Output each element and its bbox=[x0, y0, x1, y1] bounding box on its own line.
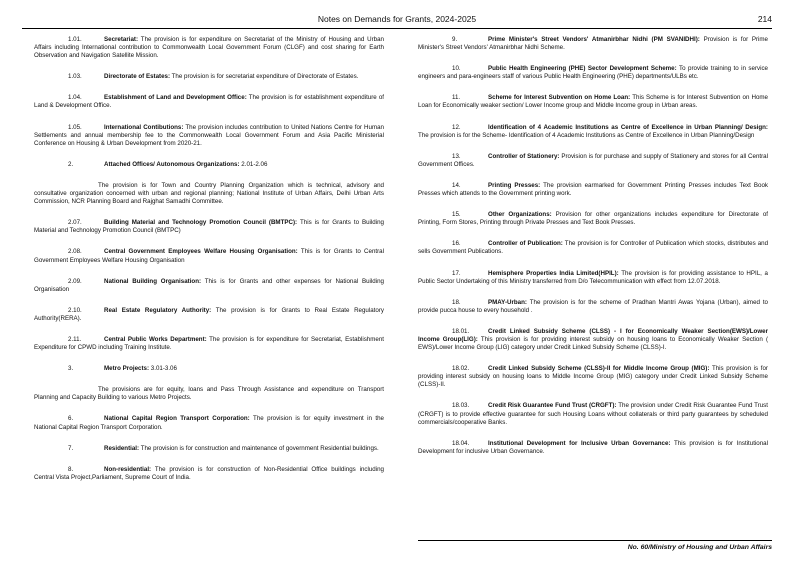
note-paragraph bbox=[418, 124, 768, 140]
paragraph-number: 2.11. bbox=[68, 335, 82, 343]
note-paragraph bbox=[418, 65, 768, 81]
note-paragraph bbox=[34, 415, 384, 431]
paragraph-number: 18. bbox=[452, 298, 461, 306]
paragraph-number: 6. bbox=[68, 415, 74, 423]
note-paragraph bbox=[418, 211, 768, 227]
paragraph-number: 7. bbox=[68, 444, 74, 452]
paragraph-body: The provision is for Controller of Publication which stocks, distributes and sells Government Publications. bbox=[418, 240, 769, 256]
paragraph-heading: Hemisphere Properties India Limited(HPIL): bbox=[488, 269, 619, 277]
footer-divider bbox=[418, 540, 772, 541]
paragraph-body: This Scheme is for Interest Subvention on Home Loan for Economically weaker section/ Lower Income group and Middle Income group in Urban areas. bbox=[418, 94, 768, 110]
paragraph-body: The provision is for establishment expenditure of Land & Development Office. bbox=[34, 94, 384, 110]
paragraph-heading: Scheme for Interest Subvention on Home Loan: bbox=[488, 94, 631, 102]
right-column bbox=[418, 36, 768, 469]
paragraph-number: 2.10. bbox=[68, 306, 82, 314]
note-paragraph bbox=[34, 124, 384, 148]
note-paragraph bbox=[418, 402, 768, 426]
paragraph-heading: National Capital Region Transport Corporation: bbox=[104, 415, 250, 423]
note-paragraph bbox=[34, 336, 384, 352]
paragraph-heading: Secretariat: bbox=[104, 36, 139, 43]
left-column bbox=[34, 36, 384, 495]
paragraph-number: 18.03. bbox=[452, 402, 470, 410]
note-paragraph bbox=[34, 182, 384, 206]
paragraph-body: The provisions are for equity, loans and Pass Through Assistance and expenditure on Transport Planning and Capacity Building to various Metro Projects. bbox=[34, 386, 384, 402]
page-header bbox=[22, 14, 772, 27]
paragraph-number: 3. bbox=[68, 365, 74, 373]
paragraph-number: 14. bbox=[452, 181, 461, 189]
note-paragraph bbox=[418, 240, 768, 256]
paragraph-number: 12. bbox=[452, 123, 461, 131]
paragraph-number: 2.08. bbox=[68, 248, 82, 256]
note-paragraph bbox=[418, 270, 768, 286]
paragraph-body: This provision is for Institutional Development for inclusive Urban Governance. bbox=[418, 439, 768, 455]
paragraph-heading: National Building Organisation: bbox=[104, 277, 202, 285]
paragraph-heading: Credit Linked Subsidy Scheme (CLSS) - I for Economically Weaker Section(EWS)/Lower Income Group(LIG): bbox=[418, 327, 768, 343]
paragraph-heading: Identification of 4 Academic Institutions as Centre of Excellence in Urban Planning/ Design: bbox=[488, 123, 768, 131]
paragraph-number: 16. bbox=[452, 240, 461, 248]
note-paragraph bbox=[418, 182, 768, 198]
paragraph-number: 2. bbox=[68, 160, 74, 168]
paragraph-body: The provision under Credit Risk Guarantee Fund Trust (CRGFT) is to provide effective guarantee for such Housing Loans without collaterals or third party guarantees by scheduled commercials/cooperative Banks. bbox=[418, 402, 768, 426]
note-paragraph bbox=[34, 36, 384, 60]
paragraph-heading: Prime Minister's Street Vendors' Atmanirbhar Nidhi (PM SVANIDHI): bbox=[488, 36, 700, 43]
paragraph-number: 15. bbox=[452, 211, 461, 219]
paragraph-heading: Residential: bbox=[104, 444, 140, 452]
paragraph-heading: Controller of Stationery: bbox=[488, 152, 560, 160]
note-paragraph bbox=[418, 440, 768, 456]
paragraph-body: The provision is for Town and Country Planning Organization which is technical, advisory and consultative organization concerned with urban and regional planning; National Institute of Urban Affairs, Delhi Urban Arts Commission, NCR Planning Board and Rajghat Samadhi Committee. bbox=[34, 181, 384, 206]
paragraph-body: The provision is for construction of Non-Residential Office buildings including Central Vista Project,Parliament, Supreme Court of India. bbox=[34, 465, 384, 481]
paragraph-body: The provision is for expenditure for Secretariat, Establishment Expenditure for CPWD including Training Institute. bbox=[34, 335, 385, 352]
paragraph-heading: Credit Risk Guarantee Fund Trust (CRGFT): bbox=[488, 402, 617, 410]
paragraph-heading: Attached Offices/ Autonomous Organizations: bbox=[104, 160, 240, 168]
paragraph-heading: Central Public Works Department: bbox=[104, 335, 207, 343]
paragraph-number: 9. bbox=[452, 36, 458, 43]
paragraph-body: The provision includes contribution to United Nations Centre for Human Settlements and annual membership fee to the Commonwealth Local Government Forum and Asia Pacific Ministerial Conference on Housing & Urban Development from 2020-21. bbox=[34, 123, 384, 147]
paragraph-number: 1.03. bbox=[68, 73, 82, 81]
paragraph-body: The provision is for Grants to Real Estate Regulatory Authority(RERA). bbox=[34, 306, 384, 322]
paragraph-heading: Establishment of Land and Development Office: bbox=[104, 94, 247, 102]
paragraph-body: The provision is for expenditure on Secretariat of the Ministry of Housing and Urban Affairs including International contribution to Commonwealth Local Government Forum (CLGF) and cost sharing for Earth Observation and Navigation Satellite Mission. bbox=[34, 36, 385, 60]
paragraph-number: 11. bbox=[452, 94, 461, 102]
note-paragraph bbox=[34, 278, 384, 294]
paragraph-body: Provision is for Prime Minister's Street Vendors' Atmanirbhar Nidhi Scheme. bbox=[418, 36, 768, 52]
paragraph-body: To provide training to in service engineers and para-engineers staff of various Public Health Engineering (PHE) departments/ULBs etc. bbox=[418, 65, 769, 81]
note-paragraph bbox=[34, 219, 384, 235]
note-paragraph bbox=[418, 153, 768, 169]
note-paragraph bbox=[34, 365, 384, 373]
paragraph-heading: Public Health Engineering (PHE) Sector Development Scheme: bbox=[488, 65, 677, 73]
paragraph-heading: Non-residential: bbox=[104, 465, 152, 473]
paragraph-body: Provision for other organizations includes expenditure for Directorate of Printing, Form Stores, Printing through Private Presses and Text Book Presses. bbox=[418, 211, 768, 227]
paragraph-heading: Real Estate Regulatory Authority: bbox=[104, 306, 212, 314]
paragraph-number: 2.07. bbox=[68, 219, 82, 227]
paragraph-number: 10. bbox=[452, 65, 461, 73]
paragraph-number: 1.05. bbox=[68, 123, 82, 131]
paragraph-body: This is for Grants to Building Material and Technology Promotion Council (BMTPC) bbox=[34, 219, 385, 235]
paragraph-heading: International Contibutions: bbox=[104, 123, 184, 131]
paragraph-body: Provision is for purchase and supply of Stationery and stores for all Central Government Offices. bbox=[418, 152, 768, 168]
note-paragraph bbox=[418, 299, 768, 315]
paragraph-heading: Directorate of Estates: bbox=[104, 73, 171, 81]
paragraph-heading: Central Government Employees Welfare Housing Organisation: bbox=[104, 248, 298, 256]
note-paragraph bbox=[418, 328, 768, 352]
paragraph-heading: Metro Projects: bbox=[104, 365, 150, 373]
paragraph-body: The provision is for secretariat expenditure of Directorate of Estates. bbox=[171, 73, 359, 81]
paragraph-body: The provision is for providing assistance to HPIL, a Public Sector Undertaking of this Ministry transferred from D/o Telecommunication with effect from 12.07.2018. bbox=[418, 269, 768, 285]
note-paragraph bbox=[418, 36, 768, 52]
paragraph-heading: Controller of Publication: bbox=[488, 240, 563, 248]
note-paragraph bbox=[418, 365, 768, 389]
paragraph-number: 1.01. bbox=[68, 36, 82, 43]
note-paragraph bbox=[34, 466, 384, 482]
paragraph-number: 8. bbox=[68, 465, 74, 473]
paragraph-number: 18.04. bbox=[452, 439, 470, 447]
note-paragraph bbox=[418, 94, 768, 110]
paragraph-heading: Printing Presses: bbox=[488, 181, 541, 189]
note-paragraph bbox=[34, 73, 384, 81]
paragraph-number: 2.09. bbox=[68, 277, 82, 285]
document-title: Notes on Demands for Grants, 2024-2025 bbox=[317, 14, 477, 24]
page-footer: No. 60/Ministry of Housing and Urban Affairs bbox=[627, 544, 772, 551]
note-paragraph bbox=[34, 161, 384, 169]
paragraph-heading: Building Material and Technology Promotion Council (BMTPC): bbox=[104, 219, 298, 227]
paragraph-body: The provision is for the Scheme- Identification of 4 Academic Institutions as Centre of Excellence in Urban Planning/Design bbox=[418, 131, 755, 139]
paragraph-number: 17. bbox=[452, 269, 461, 277]
paragraph-body: The provision is for equity investment in the National Capital Region Transport Corporation. bbox=[34, 415, 384, 431]
paragraph-body: 2.01-2.06 bbox=[241, 160, 268, 168]
paragraph-heading: PMAY-Urban: bbox=[488, 298, 527, 306]
paragraph-heading: Other Organizations: bbox=[488, 211, 552, 219]
paragraph-body: The provision is for the scheme of Pradhan Mantri Awas Yojana (Urban), aimed to provide pucca house to every household . bbox=[418, 298, 768, 314]
paragraph-number: 13. bbox=[452, 152, 461, 160]
header-divider bbox=[22, 28, 772, 29]
paragraph-body: This is for Grants to Central Government Employees Welfare Housing Organisation bbox=[34, 248, 384, 264]
paragraph-body: This provision is for providing interest subsidy on housing loans to Middle Income Group (MIG) category under Credit Linked Subsidy Scheme (CLSS)-II. bbox=[418, 365, 768, 389]
paragraph-number: 1.04. bbox=[68, 94, 82, 102]
page-number: 214 bbox=[757, 14, 772, 24]
note-paragraph bbox=[34, 386, 384, 402]
paragraph-body: This provision is for providing interest subsidy on housing loans to Economically Weaker Section ( EWS)/Lower Income Group (LIG) category under Credit Linked Subsidy Scheme (CLSS)-I. bbox=[418, 335, 768, 352]
paragraph-heading: Institutional Development for Inclusive Urban Governance: bbox=[488, 439, 671, 447]
note-paragraph bbox=[34, 94, 384, 110]
paragraph-heading: Credit Linked Subsidy Scheme (CLSS)-II for Middle Income Group (MIG): bbox=[488, 365, 710, 373]
note-paragraph bbox=[34, 445, 384, 453]
note-paragraph bbox=[34, 307, 384, 323]
paragraph-body: 3.01-3.06 bbox=[150, 365, 177, 373]
paragraph-body: The provision is for construction and maintenance of government Residential buildings. bbox=[140, 444, 379, 452]
note-paragraph bbox=[34, 248, 384, 264]
paragraph-body: This is for Grants and other expenses for National Building Organisation bbox=[34, 277, 384, 293]
paragraph-number: 18.02. bbox=[452, 365, 470, 373]
paragraph-number: 18.01. bbox=[452, 327, 470, 335]
paragraph-body: The provision earmarked for Government Printing Presses includes Text Book Presses which attends to the Government printing work. bbox=[418, 181, 768, 198]
